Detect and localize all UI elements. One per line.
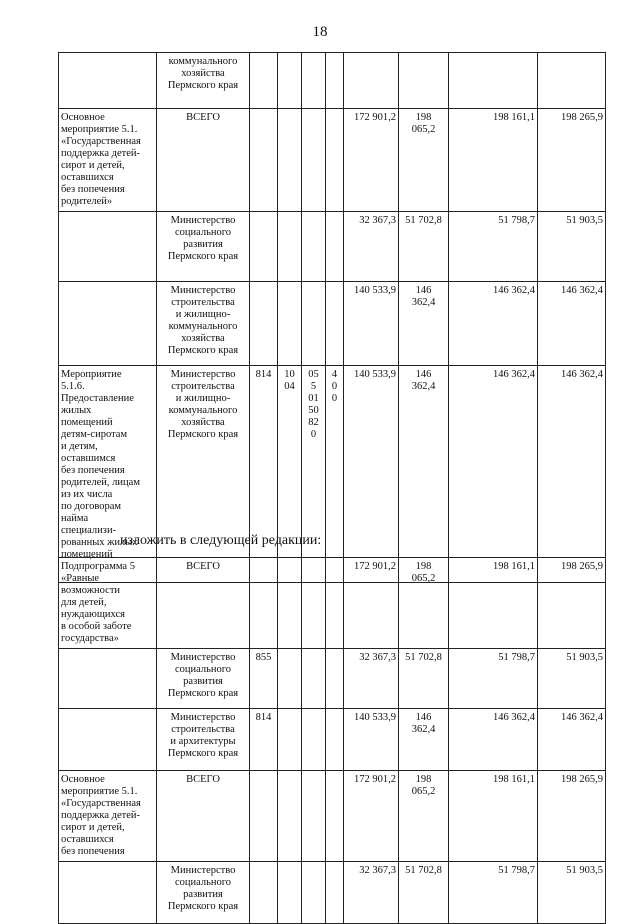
amount-2-cell-line: 51 702,8 [405,865,442,876]
table-row [59,282,606,366]
responsible-cell-line: Министерство [170,712,236,723]
amount-2-cell-line: 362,4 [411,297,436,308]
amount-1-cell [344,558,399,649]
program-name-cell-line: 5.1.6. [61,381,85,392]
table-row [59,862,606,924]
amount-4-cell [538,212,606,282]
program-name-cell-line: оставшимся [61,453,116,464]
amount-1-cell [344,53,399,109]
responsible-cell-line: Министерство [170,865,236,876]
program-name-cell-line: Мероприятие [61,369,122,380]
gr-code-cell [250,862,278,924]
budget-table-old [58,52,606,583]
amount-3-cell [449,558,538,649]
vr-code-cell-line: 0 [331,381,338,392]
program-name-cell-line: помещений [61,549,113,560]
amount-2-cell-line: 51 702,8 [405,215,442,226]
gr-code-cell [250,558,278,649]
amount-4-cell [538,709,606,771]
program-name-cell-line: Основное [61,774,105,785]
csr-code-cell-line: 0 [310,429,317,440]
responsible-cell-line: строительства [171,381,235,392]
amount-3-cell [449,862,538,924]
responsible-cell-line: Пермского края [167,345,239,356]
amount-2-cell-line: 198 [415,112,432,123]
amount-4-cell [538,862,606,924]
amount-2-cell [399,709,449,771]
amount-1-cell [344,771,399,862]
program-name-cell-line: родителей, лицам [61,477,140,488]
gr-code-cell [250,649,278,709]
amount-1-cell-line: 140 533,9 [354,712,396,723]
amount-1-cell-line: 172 901,2 [354,561,396,572]
responsible-cell [157,709,250,771]
amount-4-cell [538,366,606,583]
amount-4-cell [538,282,606,366]
amount-2-cell-line: 198 [415,561,432,572]
program-name-cell-line: «Государственная [61,136,141,147]
gr-code-cell-line: 855 [255,652,272,663]
table-body [59,53,606,583]
amount-2-cell-line: 065,2 [411,124,436,135]
gr-code-cell [250,212,278,282]
program-name-cell-line: и детям, [61,441,98,452]
csr-code-cell-line: 82 [308,417,319,428]
responsible-cell-line: Пермского края [167,901,239,912]
responsible-cell-line: Пермского края [167,429,239,440]
program-name-cell [59,709,157,771]
program-name-cell [59,366,157,583]
amount-3-cell [449,771,538,862]
amount-2-cell [399,649,449,709]
program-name-cell-line: мероприятие 5.1. [61,124,138,135]
gr-code-cell-line: 814 [255,369,272,380]
amount-3-cell [449,366,538,583]
gr-code-cell [250,709,278,771]
program-name-cell-line: возможности [61,585,121,596]
table-row [59,771,606,862]
program-name-cell-line: в особой заботе [61,621,132,632]
program-name-cell-line: Основное [61,112,105,123]
amount-2-cell [399,771,449,862]
csr-code-cell-line: 01 [308,393,319,404]
program-name-cell-line: поддержка детей- [61,810,141,821]
amount-4-cell-line: 51 903,5 [566,865,603,876]
amount-2-cell-line: 065,2 [411,573,436,584]
responsible-cell-line: Министерство [170,215,236,226]
amount-4-cell-line: 198 265,9 [561,774,603,785]
csr-code-cell [302,558,326,649]
responsible-cell-line: коммунального [168,56,238,67]
amount-1-cell-line: 32 367,3 [359,652,396,663]
vr-code-cell [326,558,344,649]
program-name-cell-line: рованных жилых [61,537,138,548]
amount-2-cell [399,109,449,212]
gr-code-cell [250,282,278,366]
responsible-cell [157,366,250,583]
responsible-cell-line: Пермского края [167,80,239,91]
rz-code-cell [278,282,302,366]
rz-code-cell-line: 10 [284,369,295,380]
responsible-cell-line: социального [174,877,232,888]
responsible-cell-line: хозяйства [181,333,225,344]
amount-4-cell [538,53,606,109]
amount-1-cell [344,709,399,771]
amount-3-cell [449,709,538,771]
amount-4-cell [538,109,606,212]
vr-code-cell [326,649,344,709]
responsible-cell [157,558,250,649]
amount-4-cell [538,771,606,862]
program-name-cell-line: из их числа [61,489,113,500]
amount-2-cell [399,558,449,649]
amount-2-cell-line: 198 [415,774,432,785]
csr-code-cell-line: 05 [308,369,319,380]
responsible-cell-line: Пермского края [167,748,239,759]
vr-code-cell [326,709,344,771]
responsible-cell [157,282,250,366]
amount-2-cell [399,212,449,282]
amount-3-cell-line: 51 798,7 [498,865,535,876]
vr-code-cell [326,53,344,109]
gr-code-cell-line: 814 [255,712,272,723]
program-name-cell-line: помещений [61,417,113,428]
program-name-cell [59,771,157,862]
table-row [59,53,606,109]
csr-code-cell-line: 5 [310,381,317,392]
responsible-cell-line: развития [183,239,223,250]
responsible-cell [157,212,250,282]
amount-2-cell-line: 065,2 [411,786,436,797]
responsible-cell-line: Пермского края [167,251,239,262]
budget-table-new [58,557,606,924]
table-row [59,212,606,282]
program-name-cell-line: мероприятие 5.1. [61,786,138,797]
responsible-cell-line: хозяйства [181,68,225,79]
responsible-cell [157,649,250,709]
program-name-cell-line: для детей, [61,597,107,608]
program-name-cell-line: Подпрограмма 5 [61,561,135,572]
rz-code-cell [278,862,302,924]
vr-code-cell [326,862,344,924]
program-name-cell [59,558,157,649]
amount-2-cell-line: 146 [415,285,432,296]
amount-3-cell-line: 51 798,7 [498,652,535,663]
rz-code-cell [278,366,302,583]
gr-code-cell [250,53,278,109]
amount-4-cell-line: 198 265,9 [561,561,603,572]
program-name-cell-line: нуждающихся [61,609,125,620]
csr-code-cell [302,862,326,924]
program-name-cell [59,282,157,366]
csr-code-cell [302,212,326,282]
table-row [59,709,606,771]
amount-2-cell [399,366,449,583]
program-name-cell-line: сирот и детей, [61,822,125,833]
amount-3-cell-line: 51 798,7 [498,215,535,226]
csr-code-cell [302,53,326,109]
amount-1-cell [344,212,399,282]
amount-3-cell-line: 198 161,1 [493,561,535,572]
responsible-cell [157,109,250,212]
responsible-cell-line: ВСЕГО [186,561,220,572]
table-body [59,558,606,924]
responsible-cell-line: и жилищно- [175,309,231,320]
responsible-cell-line: Пермского края [167,688,239,699]
program-name-cell-line: по договорам [61,501,122,512]
responsible-cell-line: ВСЕГО [186,112,220,123]
amount-3-cell [449,53,538,109]
program-name-cell-line: государства» [61,633,119,644]
responsible-cell-line: Министерство [170,369,236,380]
rz-code-cell [278,649,302,709]
program-name-cell-line: Предоставление [61,393,134,404]
amount-1-cell-line: 172 901,2 [354,112,396,123]
responsible-cell-line: Министерство [170,652,236,663]
program-name-cell [59,649,157,709]
csr-code-cell [302,109,326,212]
csr-code-cell [302,649,326,709]
program-name-cell [59,212,157,282]
amount-3-cell [449,212,538,282]
gr-code-cell [250,366,278,583]
vr-code-cell [326,366,344,583]
program-name-cell-line: найма [61,513,89,524]
responsible-cell-line: и жилищно- [175,393,231,404]
amount-2-cell [399,53,449,109]
csr-code-cell-line: 50 [308,405,319,416]
amount-2-cell-line: 362,4 [411,724,436,735]
responsible-cell-line: и архитектуры [170,736,236,747]
responsible-cell-line: развития [183,676,223,687]
amount-3-cell-line: 146 362,4 [493,712,535,723]
amount-4-cell-line: 51 903,5 [566,215,603,226]
rz-code-cell [278,53,302,109]
responsible-cell-line: строительства [171,297,235,308]
program-name-cell-line: сирот и детей, [61,160,125,171]
amount-1-cell [344,282,399,366]
program-name-cell [59,862,157,924]
table-row [59,558,606,649]
program-name-cell-line: жилых [61,405,92,416]
vr-code-cell-line: 0 [331,393,338,404]
amount-1-cell-line: 172 901,2 [354,774,396,785]
responsible-cell [157,862,250,924]
program-name-cell-line: детям-сиротам [61,429,128,440]
gr-code-cell [250,109,278,212]
responsible-cell-line: Министерство [170,285,236,296]
program-name-cell-line: без попечения [61,846,125,857]
amount-3-cell-line: 198 161,1 [493,112,535,123]
amount-2-cell [399,282,449,366]
amount-3-cell [449,282,538,366]
responsible-cell [157,771,250,862]
amount-1-cell-line: 32 367,3 [359,865,396,876]
responsible-cell [157,53,250,109]
amount-2-cell-line: 51 702,8 [405,652,442,663]
rz-code-cell [278,771,302,862]
vr-code-cell-line: 4 [331,369,338,380]
gr-code-cell [250,771,278,862]
program-name-cell-line: оставшихся [61,834,114,845]
amount-2-cell-line: 146 [415,712,432,723]
program-name-cell [59,109,157,212]
program-name-cell-line: родителей» [61,196,113,207]
program-name-cell-line: «Государственная [61,798,141,809]
amount-3-cell-line: 146 362,4 [493,369,535,380]
amount-4-cell-line: 146 362,4 [561,369,603,380]
responsible-cell-line: социального [174,664,232,675]
amount-4-cell [538,558,606,649]
amount-1-cell [344,366,399,583]
rz-code-cell [278,109,302,212]
responsible-cell-line: развития [183,889,223,900]
csr-code-cell [302,771,326,862]
csr-code-cell [302,282,326,366]
responsible-cell-line: хозяйства [181,417,225,428]
amount-2-cell [399,862,449,924]
program-name-cell-line: специализи- [61,525,117,536]
rz-code-cell [278,709,302,771]
amount-2-cell-line: 362,4 [411,381,436,392]
amount-1-cell-line: 140 533,9 [354,285,396,296]
amount-4-cell-line: 51 903,5 [566,652,603,663]
amount-4-cell [538,649,606,709]
amount-1-cell [344,109,399,212]
csr-code-cell [302,709,326,771]
vr-code-cell [326,771,344,862]
table-row [59,649,606,709]
page-number: 18 [312,24,328,40]
responsible-cell-line: коммунального [168,321,238,332]
instruction-text: изложить в следующей редакции: [120,533,322,548]
amount-4-cell-line: 198 265,9 [561,112,603,123]
responsible-cell-line: социального [174,227,232,238]
program-name-cell-line: «Равные [61,573,100,584]
amount-4-cell-line: 146 362,4 [561,712,603,723]
program-name-cell [59,53,157,109]
responsible-cell-line: коммунального [168,405,238,416]
vr-code-cell [326,282,344,366]
responsible-cell-line: ВСЕГО [186,774,220,785]
program-name-cell-line: поддержка детей- [61,148,141,159]
amount-3-cell [449,109,538,212]
amount-3-cell [449,649,538,709]
rz-code-cell-line: 04 [284,381,295,392]
amount-1-cell-line: 32 367,3 [359,215,396,226]
table-row [59,109,606,212]
program-name-cell-line: оставшихся [61,172,114,183]
amount-1-cell [344,862,399,924]
amount-1-cell-line: 140 533,9 [354,369,396,380]
rz-code-cell [278,558,302,649]
vr-code-cell [326,212,344,282]
amount-3-cell-line: 198 161,1 [493,774,535,785]
program-name-cell-line: без попечения [61,465,125,476]
responsible-cell-line: строительства [171,724,235,735]
program-name-cell-line: без попечения [61,184,125,195]
amount-2-cell-line: 146 [415,369,432,380]
rz-code-cell [278,212,302,282]
amount-1-cell [344,649,399,709]
amount-4-cell-line: 146 362,4 [561,285,603,296]
amount-3-cell-line: 146 362,4 [493,285,535,296]
vr-code-cell [326,109,344,212]
csr-code-cell [302,366,326,583]
table-row [59,366,606,583]
